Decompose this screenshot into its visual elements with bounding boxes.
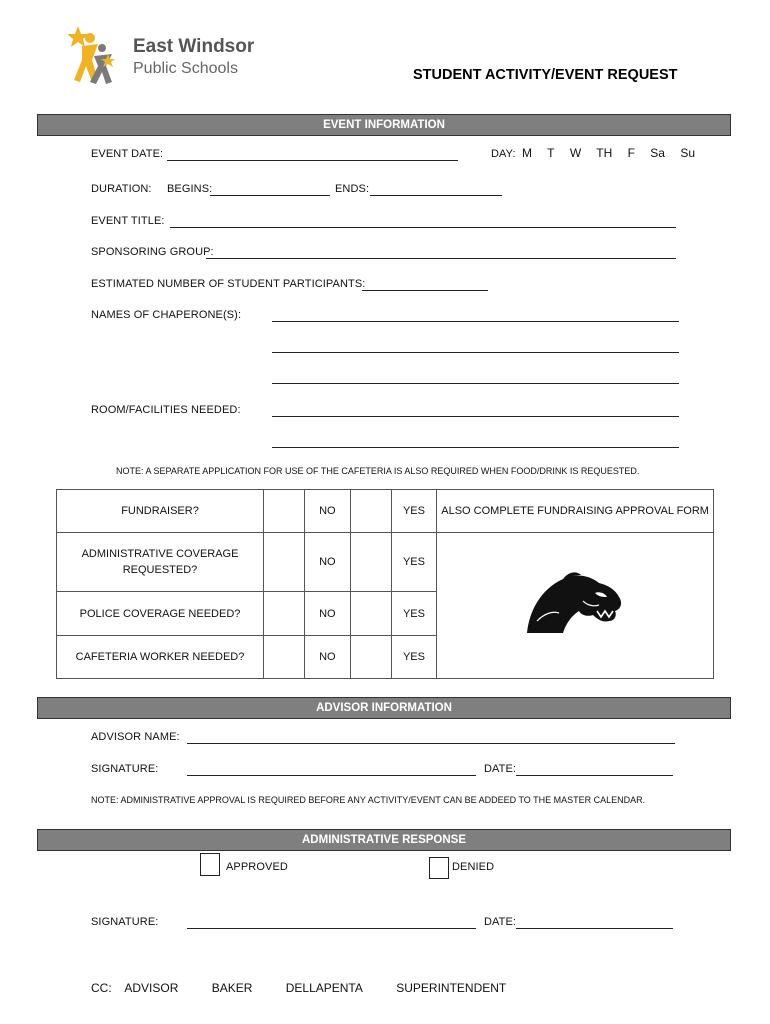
yes-label: YES (391, 490, 437, 533)
advisor-name-label: ADVISOR NAME: (91, 731, 180, 743)
cc-recipient: ADVISOR (124, 981, 179, 995)
cc-recipient: DELLAPENTA (285, 981, 363, 995)
chaperone-field[interactable] (272, 352, 679, 353)
event-date-field[interactable] (167, 160, 458, 161)
day-option[interactable]: F (627, 146, 635, 160)
fundraiser-note: ALSO COMPLETE FUNDRAISING APPROVAL FORM (437, 490, 714, 533)
day-option[interactable]: W (569, 146, 582, 160)
cc-recipient: SUPERINTENDENT (396, 981, 507, 995)
advisor-name-field[interactable] (187, 743, 675, 744)
ends-field[interactable] (370, 195, 502, 196)
sponsoring-group-label: SPONSORING GROUP: (91, 246, 214, 258)
no-label: NO (305, 533, 350, 592)
room-facilities-field[interactable] (272, 416, 679, 417)
day-option[interactable]: T (547, 146, 555, 160)
ends-label: ENDS: (335, 183, 370, 195)
section-advisor-information: ADVISOR INFORMATION (37, 697, 731, 719)
star-figures-icon (68, 24, 128, 86)
no-label: NO (305, 636, 350, 679)
no-checkbox-cell[interactable] (264, 636, 305, 679)
table-row (57, 533, 714, 592)
participants-label: ESTIMATED NUMBER OF STUDENT PARTICIPANTS: (91, 278, 366, 290)
logo-name: East Windsor (133, 36, 255, 57)
panther-mascot-icon (523, 571, 627, 637)
no-checkbox-cell[interactable] (264, 533, 305, 592)
denied-checkbox[interactable] (429, 857, 449, 879)
sponsoring-group-field[interactable] (206, 258, 676, 259)
event-title-label: EVENT TITLE: (91, 215, 165, 227)
cafeteria-note: NOTE: A SEPARATE APPLICATION FOR USE OF THE CAFETERIA IS ALSO REQUIRED WHEN FOOD/DRINK IS REQUESTED. (116, 466, 640, 476)
day-option[interactable]: M (522, 146, 532, 160)
admin-signature-label: SIGNATURE: (91, 916, 159, 928)
day-options (522, 146, 695, 160)
chaperone-field[interactable] (272, 321, 679, 322)
cc-recipient: BAKER (211, 981, 253, 995)
no-label: NO (305, 490, 350, 533)
table-row (57, 490, 714, 533)
yes-label: YES (391, 533, 437, 592)
mascot-cell (437, 533, 714, 679)
chaperones-label: NAMES OF CHAPERONE(S): (91, 309, 242, 321)
cc-label: CC: (91, 981, 112, 995)
participants-field[interactable] (362, 290, 488, 291)
room-facilities-label: ROOM/FACILITIES NEEDED: (91, 404, 241, 416)
room-facilities-field[interactable] (272, 447, 679, 448)
question-cell: ADMINISTRATIVE COVERAGE REQUESTED? (57, 533, 264, 592)
yes-checkbox-cell[interactable] (350, 636, 391, 679)
advisor-date-label: DATE: (484, 763, 517, 775)
logo-subtitle: Public Schools (133, 60, 238, 77)
begins-field[interactable] (210, 195, 330, 196)
admin-date-field[interactable] (516, 928, 673, 929)
day-option[interactable]: Su (680, 146, 696, 160)
school-logo (68, 24, 128, 86)
begins-label: BEGINS: (167, 183, 213, 195)
yes-checkbox-cell[interactable] (350, 592, 391, 636)
approved-checkbox[interactable] (200, 853, 220, 876)
yes-checkbox-cell[interactable] (350, 490, 391, 533)
cc-list (91, 981, 506, 995)
page-title: STUDENT ACTIVITY/EVENT REQUEST (413, 67, 678, 83)
admin-signature-field[interactable] (187, 928, 476, 929)
denied-label: DENIED (452, 861, 495, 873)
advisor-signature-field[interactable] (187, 775, 476, 776)
event-date-label: EVENT DATE: (91, 148, 164, 160)
event-title-field[interactable] (170, 227, 676, 228)
question-cell: FUNDRAISER? (57, 490, 264, 533)
yes-label: YES (391, 636, 437, 679)
section-administrative-response: ADMINISTRATIVE RESPONSE (37, 829, 731, 851)
duration-label: DURATION: (91, 183, 152, 195)
question-cell: CAFETERIA WORKER NEEDED? (57, 636, 264, 679)
admin-approval-note: NOTE: ADMINISTRATIVE APPROVAL IS REQUIRED BEFORE ANY ACTIVITY/EVENT CAN BE ADDEED TO THE MASTER CALENDAR. (91, 795, 646, 805)
coverage-checklist-table (56, 489, 714, 679)
question-cell: POLICE COVERAGE NEEDED? (57, 592, 264, 636)
chaperone-field[interactable] (272, 383, 679, 384)
section-event-information: EVENT INFORMATION (37, 114, 731, 136)
approved-label: APPROVED (226, 861, 288, 873)
yes-checkbox-cell[interactable] (350, 533, 391, 592)
no-checkbox-cell[interactable] (264, 490, 305, 533)
day-option[interactable]: TH (596, 146, 613, 160)
advisor-signature-label: SIGNATURE: (91, 763, 159, 775)
day-option[interactable]: Sa (650, 146, 665, 160)
no-checkbox-cell[interactable] (264, 592, 305, 636)
advisor-date-field[interactable] (516, 775, 673, 776)
day-label: DAY: (491, 148, 516, 160)
admin-date-label: DATE: (484, 916, 517, 928)
yes-label: YES (391, 592, 437, 636)
no-label: NO (305, 592, 350, 636)
